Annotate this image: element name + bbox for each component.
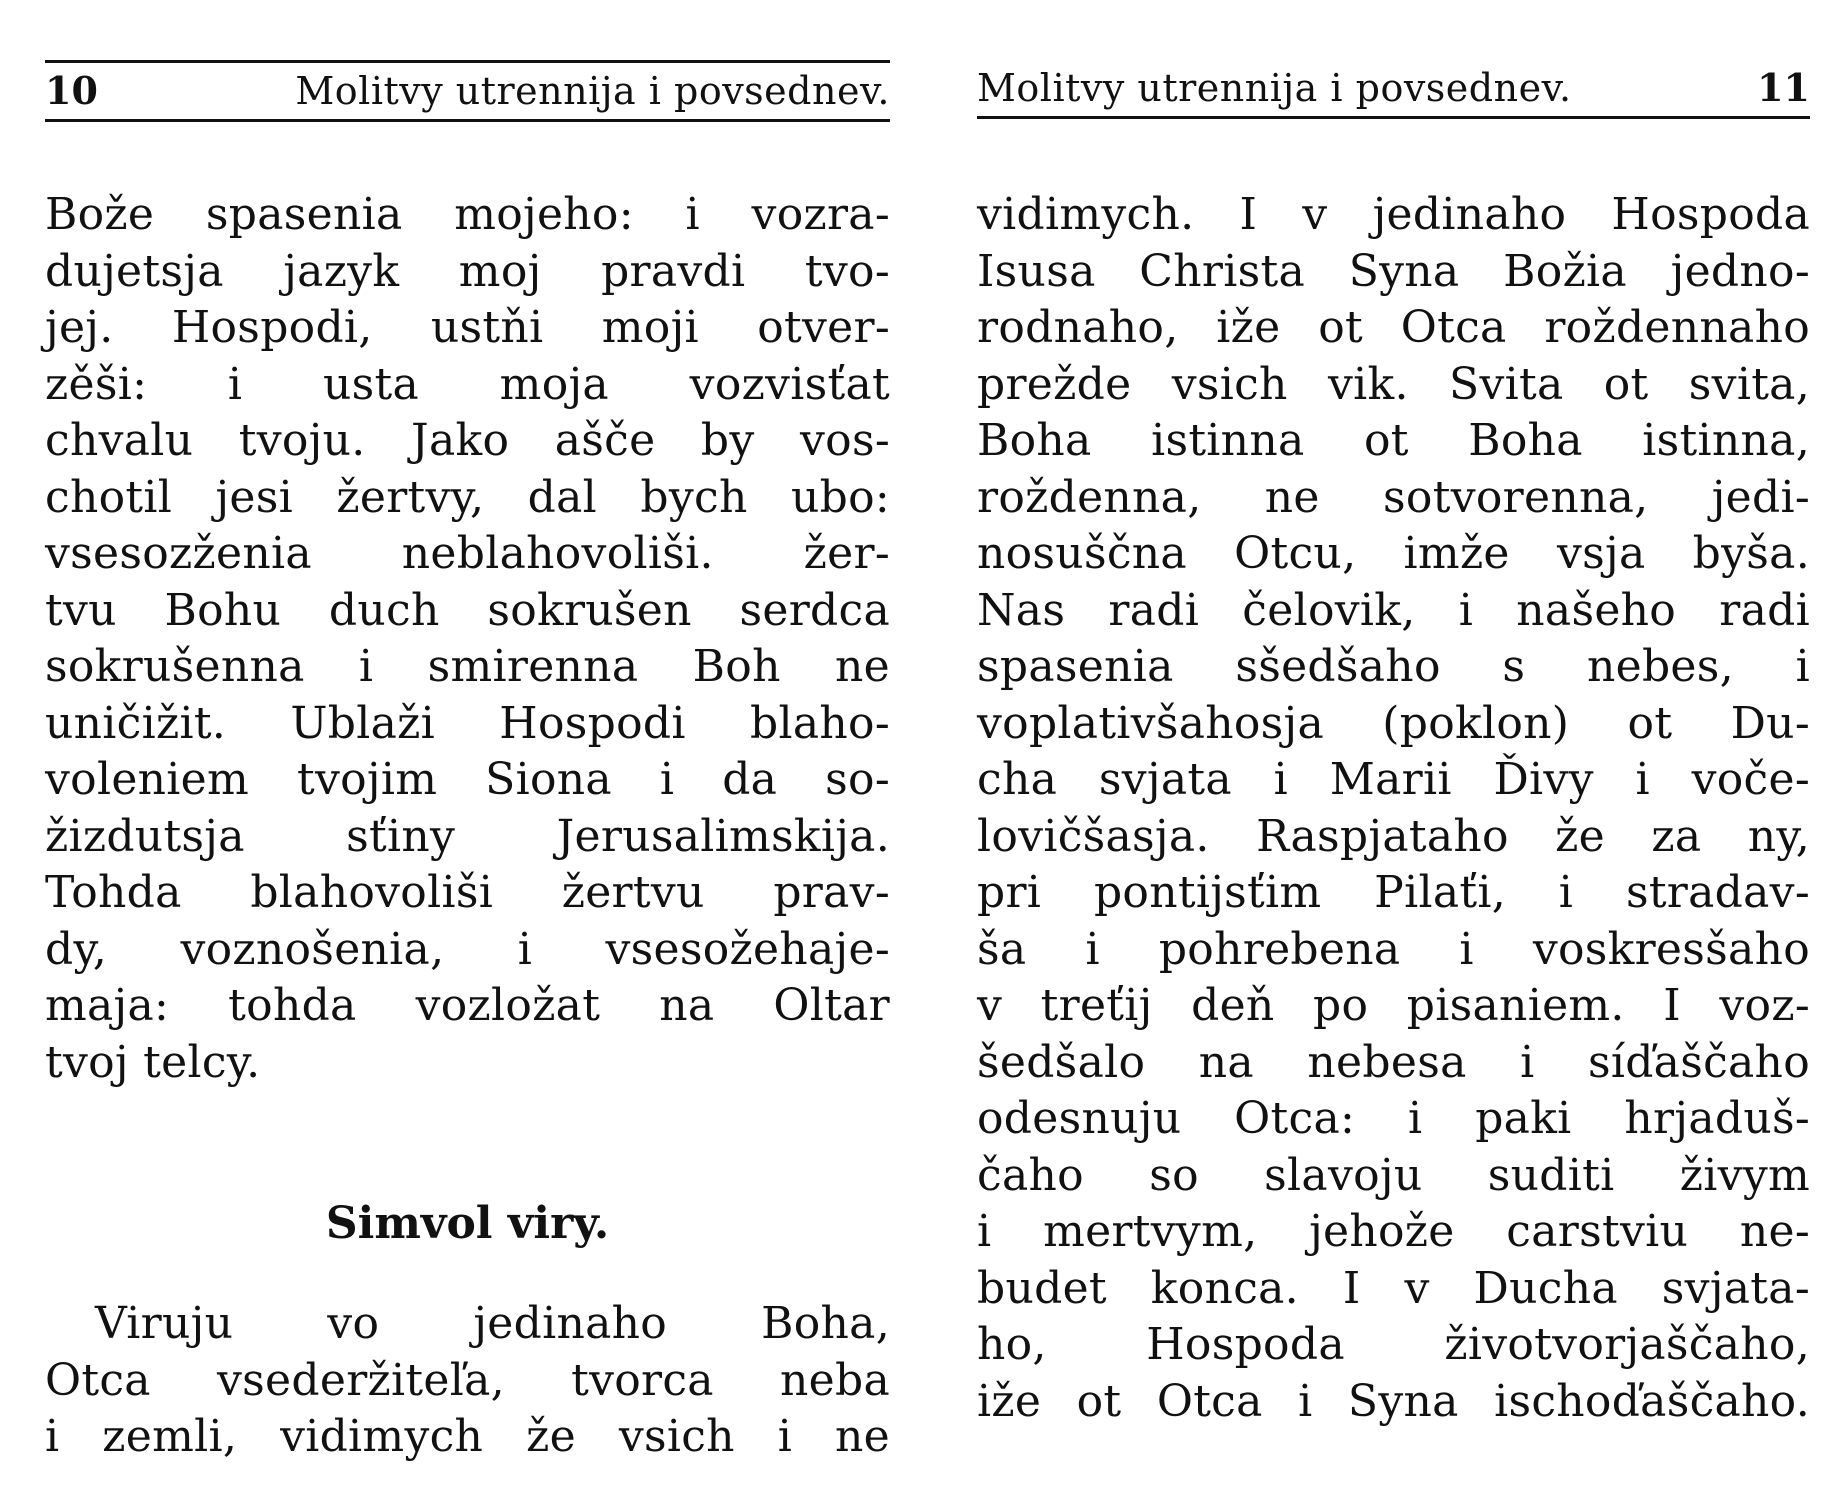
text-line: iže ot Otca i Syna ischoďaščaho.: [977, 1375, 1810, 1427]
text-line: jej. Hospodi, ustňi moji otver-: [45, 302, 890, 353]
left-running-head: [45, 60, 890, 122]
text-line: lovičšasja. Raspjataho že za ny,: [977, 810, 1810, 862]
section-title: Simvol viry.: [325, 1198, 610, 1249]
text-line: i mertvym, jehože carstviu ne-: [977, 1206, 1810, 1257]
text-line: Bože spasenia mojeho: i vozra-: [45, 189, 890, 240]
left-paragraph-1: [45, 187, 890, 1091]
right-paragraph: [977, 187, 1810, 1430]
left-page-number: 10: [45, 68, 98, 113]
right-page-number: 11: [1757, 65, 1810, 110]
text-line: voleniem tvojim Siona i da so-: [45, 754, 890, 805]
text-line: vsesozženia neblahovoliši. žer-: [45, 528, 890, 579]
text-line: cha svjata i Marii Ďivy i voče-: [977, 754, 1810, 805]
text-line: odesnuju Otca: i paki hrjaduš-: [977, 1093, 1810, 1144]
text-line: rodnaho, iže ot Otca roždennaho: [977, 302, 1810, 353]
text-line: budet konca. I v Ducha svjata-: [977, 1262, 1810, 1314]
text-line: maja: tohda vozložat na Oltar: [45, 980, 890, 1031]
text-line: Isusa Christa Syna Božia jedno-: [977, 245, 1810, 297]
text-line: voplativšahosja (poklon) ot Du-: [977, 697, 1810, 749]
text-line: vidimych. I v jedinaho Hospoda: [977, 189, 1810, 240]
text-line: uničižit. Ublaži Hospodi blaho-: [45, 697, 890, 749]
text-line: prežde vsich vik. Svita ot svita,: [977, 358, 1810, 410]
text-line: nosuščna Otcu, imže vsja byša.: [977, 528, 1810, 579]
text-line: i zemli, vidimych že vsich i ne: [45, 1411, 890, 1462]
text-line: dy, voznošenia, i vsesožehaje-: [45, 923, 890, 975]
text-line: Boha istinna ot Boha istinna,: [977, 415, 1810, 466]
text-line: Otca vsederžiteľa, tvorca neba: [45, 1354, 890, 1406]
right-running-title: Molitvy utrennija i povsednev.: [977, 66, 1572, 110]
text-line: žizdutsja sťiny Jerusalimskija.: [45, 810, 890, 862]
text-line: pri pontijsťim Pilaťi, i stradav-: [977, 867, 1810, 918]
text-line: zěši: i usta moja vozvisťat: [45, 358, 890, 410]
text-line: v treťij deň po pisaniem. I voz-: [977, 980, 1810, 1031]
text-line: spasenia sšedšaho s nebes, i: [977, 641, 1810, 692]
text-line: dujetsja jazyk moj pravdi tvo-: [45, 245, 890, 297]
text-line: šedšalo na nebesa i síďaščaho: [977, 1036, 1810, 1088]
text-line: tvoj telcy.: [45, 1036, 261, 1088]
text-line: čaho so slavoju suditi živym: [977, 1149, 1810, 1201]
text-line: Tohda blahovoliši žertvu prav-: [45, 867, 890, 918]
text-line: roždenna, ne sotvorenna, jedi-: [977, 471, 1810, 523]
text-line: tvu Bohu duch sokrušen serdca: [45, 584, 890, 636]
left-paragraph-2: [45, 1296, 890, 1466]
right-running-head: [977, 60, 1810, 119]
left-running-title: Molitvy utrennija i povsednev.: [295, 69, 890, 113]
text-line: ša i pohrebena i voskresšaho: [977, 923, 1810, 975]
text-line: Viruju vo jedinaho Boha,: [95, 1298, 890, 1349]
text-line: ho, Hospoda životvorjaščaho,: [977, 1319, 1810, 1370]
left-page: [45, 0, 890, 1500]
text-line: sokrušenna i smirenna Boh ne: [45, 641, 890, 692]
text-line: chvalu tvoju. Jako ašče by vos-: [45, 415, 890, 466]
text-line: chotil jesi žertvy, dal bych ubo:: [45, 471, 890, 523]
right-page: [977, 0, 1810, 1500]
text-line: Nas radi čelovik, i našeho radi: [977, 584, 1810, 636]
